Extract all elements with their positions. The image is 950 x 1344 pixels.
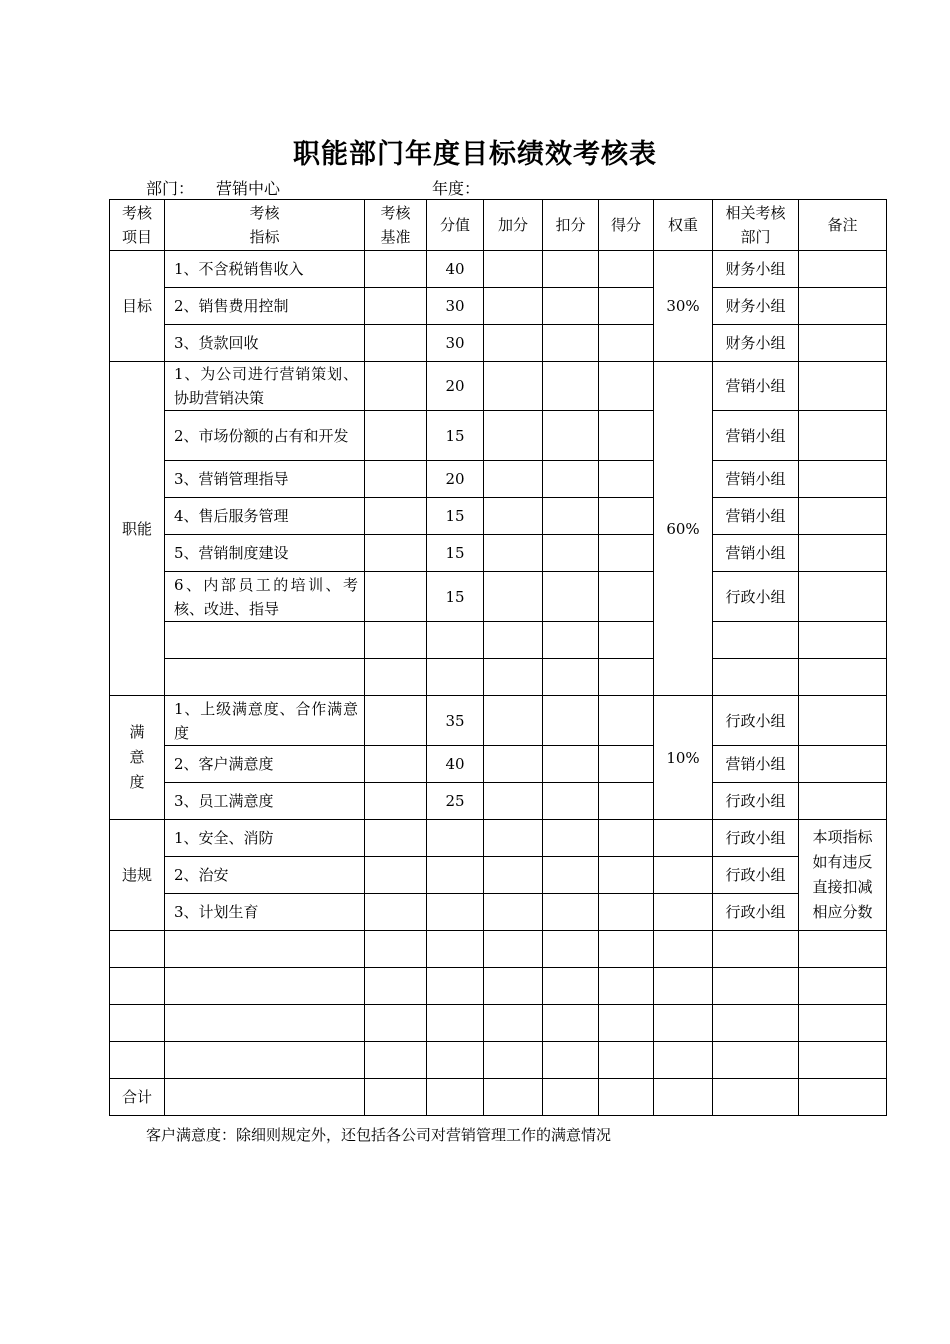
baseline-cell — [365, 288, 427, 325]
weight-cell — [654, 894, 713, 931]
indicator-cell: 3、计划生育 — [165, 894, 365, 931]
deduction-cell — [543, 659, 599, 696]
indicator-cell: 1、为公司进行营销策划、协助营销决策 — [165, 362, 365, 411]
indicator-cell: 2、销售费用控制 — [165, 288, 365, 325]
deduction-cell — [543, 783, 599, 820]
bonus-cell — [484, 498, 543, 535]
table-row — [110, 362, 887, 411]
remark-cell — [799, 696, 887, 746]
deduction-cell — [543, 622, 599, 659]
score-cell — [427, 894, 484, 931]
table-row — [110, 461, 887, 498]
table-row — [110, 696, 887, 746]
weight-cell — [654, 857, 713, 894]
indicator-cell — [165, 622, 365, 659]
result-cell — [599, 746, 654, 783]
section-function-label: 职能 — [110, 362, 165, 696]
weight-cell — [654, 820, 713, 857]
table-row — [110, 251, 887, 288]
table-row — [110, 288, 887, 325]
header-item: 考核 项目 — [110, 200, 165, 251]
indicator-cell: 5、营销制度建设 — [165, 535, 365, 572]
result-cell — [599, 288, 654, 325]
remark-cell — [799, 362, 887, 411]
header-score: 分值 — [427, 200, 484, 251]
deduction-cell — [543, 362, 599, 411]
header-department: 相关考核 部门 — [713, 200, 799, 251]
baseline-cell — [365, 251, 427, 288]
table-row — [110, 535, 887, 572]
table-row — [110, 894, 887, 931]
department-cell: 行政小组 — [713, 783, 799, 820]
table-row — [110, 498, 887, 535]
score-cell: 40 — [427, 251, 484, 288]
department-cell: 营销小组 — [713, 411, 799, 461]
indicator-cell: 2、客户满意度 — [165, 746, 365, 783]
department-cell: 财务小组 — [713, 288, 799, 325]
department-cell: 营销小组 — [713, 498, 799, 535]
footnote: 客户满意度：除细则规定外，还包括各公司对营销管理工作的满意情况 — [146, 1126, 612, 1144]
score-cell: 15 — [427, 498, 484, 535]
bonus-cell — [484, 325, 543, 362]
header-bonus: 加分 — [484, 200, 543, 251]
score-cell: 20 — [427, 461, 484, 498]
indicator-cell: 1、安全、消防 — [165, 820, 365, 857]
remark-cell — [799, 622, 887, 659]
department-cell: 行政小组 — [713, 857, 799, 894]
baseline-cell — [365, 659, 427, 696]
table-row — [110, 746, 887, 783]
department-cell: 营销小组 — [713, 746, 799, 783]
score-cell: 15 — [427, 411, 484, 461]
score-cell: 35 — [427, 696, 484, 746]
table-row — [110, 411, 887, 461]
baseline-cell — [365, 572, 427, 622]
remark-cell — [799, 535, 887, 572]
table-row — [110, 820, 887, 857]
indicator-cell: 1、上级满意度、合作满意度 — [165, 696, 365, 746]
baseline-cell — [365, 746, 427, 783]
baseline-cell — [365, 857, 427, 894]
indicator-cell: 3、员工满意度 — [165, 783, 365, 820]
remark-cell — [799, 251, 887, 288]
score-cell — [427, 820, 484, 857]
table-row — [110, 325, 887, 362]
result-cell — [599, 461, 654, 498]
bonus-cell — [484, 894, 543, 931]
violation-remark: 本项指标 如有违反 直接扣减 相应分数 — [799, 820, 887, 931]
bonus-cell — [484, 535, 543, 572]
result-cell — [599, 362, 654, 411]
table-row — [110, 572, 887, 622]
deduction-cell — [543, 894, 599, 931]
bonus-cell — [484, 696, 543, 746]
bonus-cell — [484, 572, 543, 622]
remark-cell — [799, 572, 887, 622]
deduction-cell — [543, 857, 599, 894]
deduction-cell — [543, 461, 599, 498]
bonus-cell — [484, 362, 543, 411]
score-cell: 15 — [427, 535, 484, 572]
score-cell — [427, 622, 484, 659]
baseline-cell — [365, 696, 427, 746]
bonus-cell — [484, 288, 543, 325]
indicator-cell: 4、售后服务管理 — [165, 498, 365, 535]
total-row — [110, 1079, 887, 1116]
score-cell — [427, 659, 484, 696]
table-row — [110, 783, 887, 820]
remark-cell — [799, 325, 887, 362]
remark-cell — [799, 746, 887, 783]
score-cell: 20 — [427, 362, 484, 411]
department-cell: 行政小组 — [713, 820, 799, 857]
header-weight: 权重 — [654, 200, 713, 251]
remark-cell — [799, 411, 887, 461]
remark-cell — [799, 783, 887, 820]
baseline-cell — [365, 498, 427, 535]
table-row-empty — [110, 1042, 887, 1079]
bonus-cell — [484, 659, 543, 696]
header-remark: 备注 — [799, 200, 887, 251]
remark-cell — [799, 659, 887, 696]
department-cell — [713, 622, 799, 659]
result-cell — [599, 325, 654, 362]
year-line — [432, 176, 480, 199]
assessment-table — [109, 199, 887, 1116]
baseline-cell — [365, 411, 427, 461]
indicator-cell: 2、治安 — [165, 857, 365, 894]
indicator-cell: 3、营销管理指导 — [165, 461, 365, 498]
remark-cell — [799, 461, 887, 498]
department-cell: 营销小组 — [713, 362, 799, 411]
department-cell: 财务小组 — [713, 251, 799, 288]
deduction-cell — [543, 498, 599, 535]
indicator-cell — [165, 659, 365, 696]
deduction-cell — [543, 251, 599, 288]
department-cell: 营销小组 — [713, 461, 799, 498]
remark-cell — [799, 288, 887, 325]
result-cell — [599, 857, 654, 894]
result-cell — [599, 411, 654, 461]
indicator-cell: 3、货款回收 — [165, 325, 365, 362]
section-violation-label: 违规 — [110, 820, 165, 931]
result-cell — [599, 498, 654, 535]
department-cell: 财务小组 — [713, 325, 799, 362]
total-label: 合计 — [110, 1079, 165, 1116]
section-target-label: 目标 — [110, 251, 165, 362]
header-result: 得分 — [599, 200, 654, 251]
department-cell: 行政小组 — [713, 894, 799, 931]
baseline-cell — [365, 622, 427, 659]
table-row — [110, 857, 887, 894]
baseline-cell — [365, 461, 427, 498]
department-cell: 行政小组 — [713, 696, 799, 746]
table-row-empty — [110, 622, 887, 659]
header-indicator: 考核 指标 — [165, 200, 365, 251]
header-deduction: 扣分 — [543, 200, 599, 251]
baseline-cell — [365, 894, 427, 931]
department-label: 部门： — [146, 179, 195, 198]
score-cell: 30 — [427, 288, 484, 325]
bonus-cell — [484, 746, 543, 783]
score-cell: 40 — [427, 746, 484, 783]
bonus-cell — [484, 857, 543, 894]
deduction-cell — [543, 535, 599, 572]
table-header-row — [110, 200, 887, 251]
score-cell: 15 — [427, 572, 484, 622]
department-cell: 行政小组 — [713, 572, 799, 622]
score-cell — [427, 857, 484, 894]
result-cell — [599, 696, 654, 746]
baseline-cell — [365, 325, 427, 362]
bonus-cell — [484, 820, 543, 857]
section-satisfaction-label: 满 意 度 — [110, 696, 165, 820]
result-cell — [599, 783, 654, 820]
department-line — [146, 176, 280, 199]
result-cell — [599, 659, 654, 696]
indicator-cell: 6、内部员工的培训、考核、改进、指导 — [165, 572, 365, 622]
deduction-cell — [543, 325, 599, 362]
section-satisfaction-weight: 10% — [654, 696, 713, 820]
table-row-empty — [110, 1005, 887, 1042]
score-cell: 25 — [427, 783, 484, 820]
header-baseline: 考核 基准 — [365, 200, 427, 251]
bonus-cell — [484, 622, 543, 659]
bonus-cell — [484, 783, 543, 820]
baseline-cell — [365, 783, 427, 820]
remark-cell — [799, 498, 887, 535]
year-label: 年度： — [432, 179, 481, 198]
deduction-cell — [543, 746, 599, 783]
score-cell: 30 — [427, 325, 484, 362]
result-cell — [599, 622, 654, 659]
deduction-cell — [543, 696, 599, 746]
result-cell — [599, 820, 654, 857]
result-cell — [599, 894, 654, 931]
deduction-cell — [543, 411, 599, 461]
department-cell: 营销小组 — [713, 535, 799, 572]
table-row-empty — [110, 931, 887, 968]
result-cell — [599, 535, 654, 572]
baseline-cell — [365, 820, 427, 857]
page-title: 职能部门年度目标绩效考核表 — [293, 139, 657, 170]
baseline-cell — [365, 362, 427, 411]
department-cell — [713, 659, 799, 696]
deduction-cell — [543, 572, 599, 622]
result-cell — [599, 572, 654, 622]
indicator-cell: 2、市场份额的占有和开发 — [165, 411, 365, 461]
deduction-cell — [543, 820, 599, 857]
department-value: 营销中心 — [216, 179, 281, 198]
section-function-weight: 60% — [654, 362, 713, 696]
bonus-cell — [484, 411, 543, 461]
deduction-cell — [543, 288, 599, 325]
indicator-cell: 1、不含税销售收入 — [165, 251, 365, 288]
result-cell — [599, 251, 654, 288]
bonus-cell — [484, 461, 543, 498]
table-row-empty — [110, 968, 887, 1005]
section-target-weight: 30% — [654, 251, 713, 362]
bonus-cell — [484, 251, 543, 288]
table-row-empty — [110, 659, 887, 696]
baseline-cell — [365, 535, 427, 572]
